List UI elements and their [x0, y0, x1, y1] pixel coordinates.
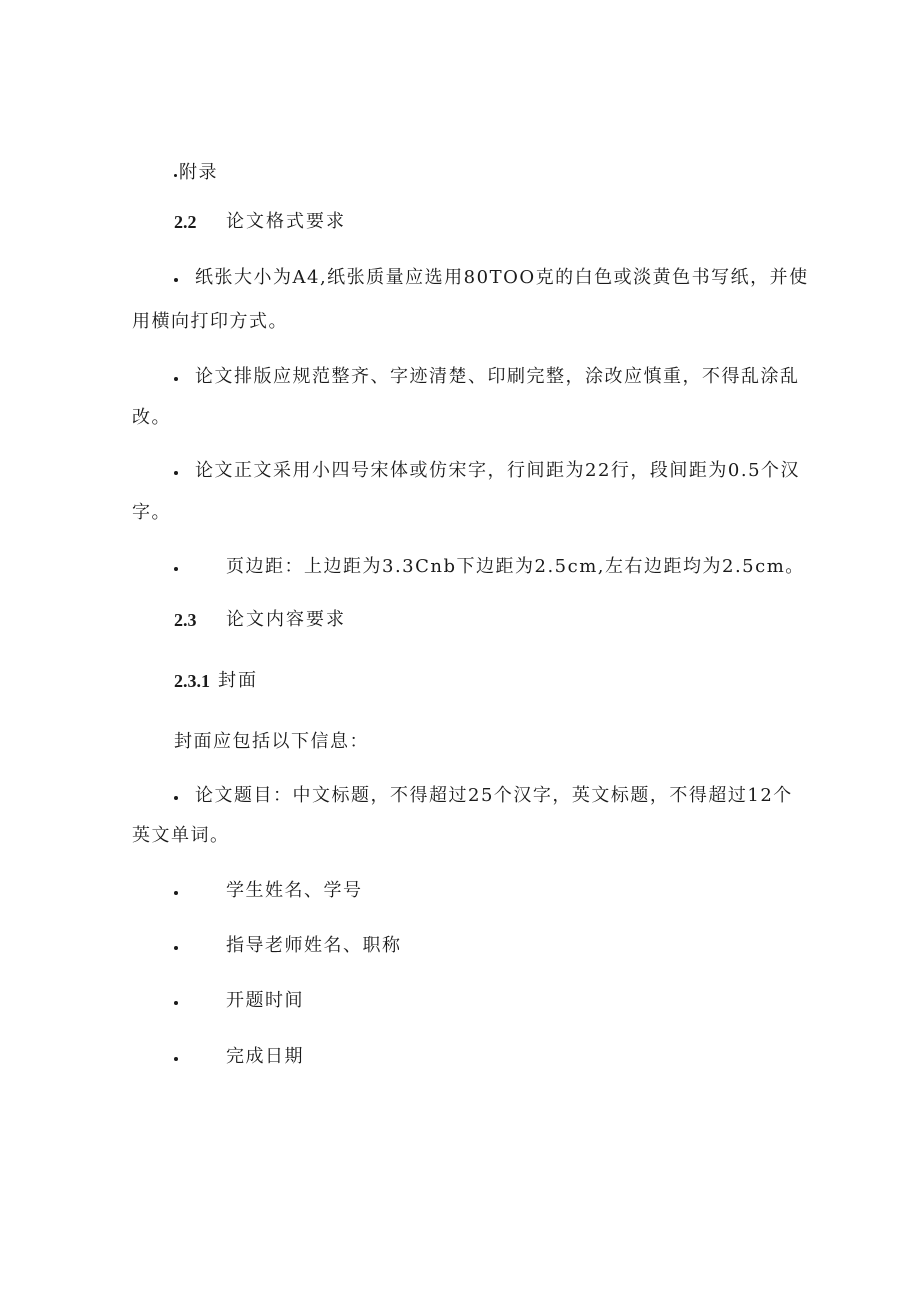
section-number: 2.3: [174, 610, 197, 630]
bullet: [174, 278, 178, 282]
bullet: [174, 1057, 178, 1061]
section-title: 论文格式要求: [226, 211, 346, 232]
list-item: 论文正文采用小四号宋体或仿宋字，行间距为22行，段间距为0.5个汉: [195, 460, 801, 481]
list-item: 完成日期: [226, 1046, 304, 1067]
bullet: [174, 796, 178, 800]
list-item: 指导老师姓名、职称: [226, 935, 402, 956]
list-item: 开题时间: [226, 990, 304, 1011]
section-number: 2.2: [174, 212, 197, 232]
list-item-continuation: 改。: [132, 407, 171, 428]
subsection-number: 2.3.1: [174, 671, 210, 691]
section-title: 论文内容要求: [226, 609, 346, 630]
list-item-continuation: 用横向打印方式。: [132, 311, 288, 332]
list-item-continuation: 字。: [132, 502, 171, 523]
bullet: [174, 1001, 178, 1005]
bullet: [174, 377, 178, 381]
bullet: [174, 891, 178, 895]
bullet: [174, 567, 178, 571]
bullet: [174, 471, 178, 475]
bullet: [174, 946, 178, 950]
list-item: 页边距：上边距为3.3Cnb下边距为2.5cm,左右边距均为2.5cm。: [226, 556, 805, 577]
list-item-continuation: 英文单词。: [132, 825, 230, 846]
paragraph: 封面应包括以下信息：: [174, 731, 369, 752]
appendix-item: 附录: [179, 162, 218, 183]
list-item: 纸张大小为A4,纸张质量应选用80TOO克的白色或淡黄色书写纸，并使: [195, 267, 809, 288]
subsection-title: 封面: [218, 670, 258, 691]
bullet: [174, 174, 177, 177]
list-item: 论文题目：中文标题，不得超过25个汉字，英文标题，不得超过12个: [195, 785, 793, 806]
list-item: 学生姓名、学号: [226, 880, 363, 901]
list-item: 论文排版应规范整齐、字迹清楚、印刷完整，涂改应慎重，不得乱涂乱: [195, 366, 800, 387]
